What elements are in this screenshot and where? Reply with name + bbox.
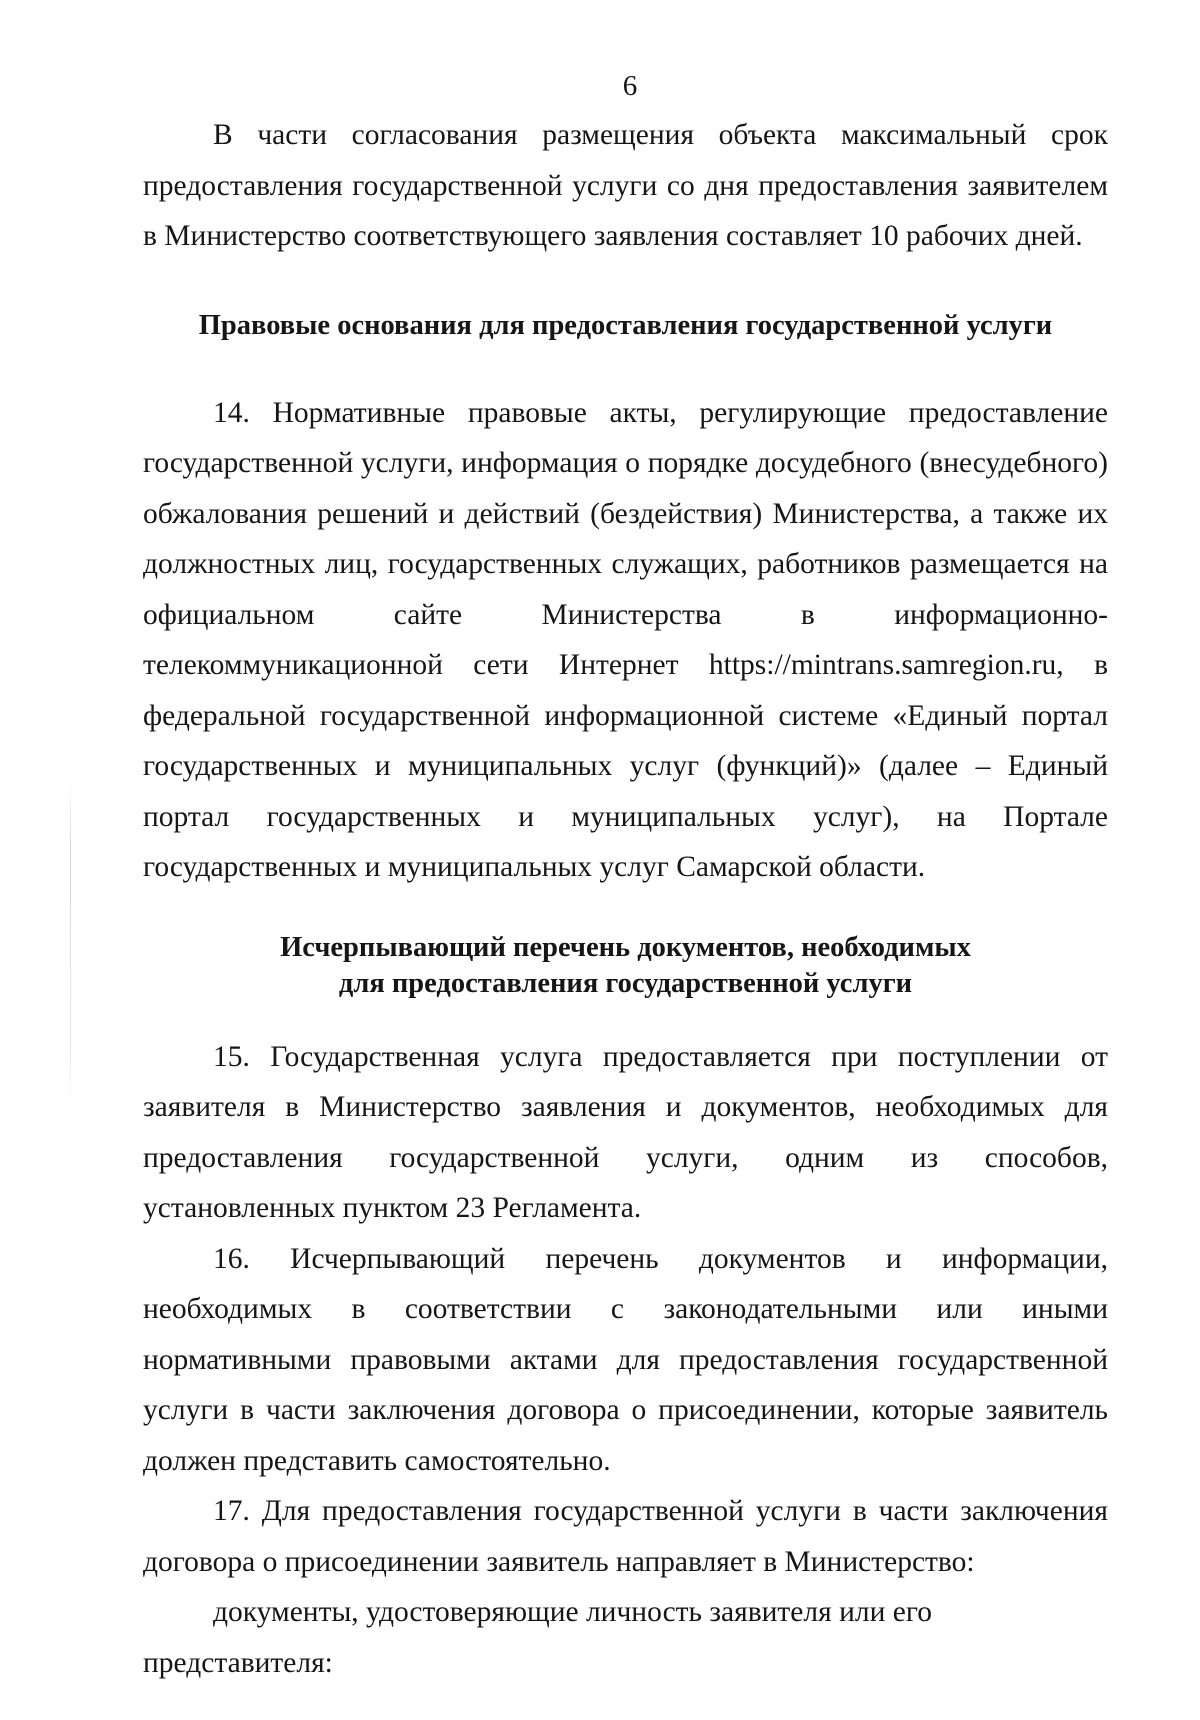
paragraph-15: 15. Государственная услуга предоставляется при поступлении от заявителя в Министерство заявления и документов, необходимых для предоставления государственной услуги, одним из способов, установленных пунктом 23 Регламента. xyxy=(143,1040,1108,1224)
paragraph-deadline: В части согласования размещения объекта максимальный срок предоставления государственной услуги со дня предоставления заявителем в Министерство соответствующего заявления составляет 10 рабочих дней. xyxy=(143,119,1108,252)
document-body xyxy=(143,110,1108,1688)
section-heading-documents-line1: Исчерпывающий перечень документов, необходимых xyxy=(280,931,971,963)
paragraph-17: 17. Для предоставления государственной услуги в части заключения договора о присоединении заявитель направляет в Министерство: xyxy=(143,1495,1108,1578)
paragraph-17-item: документы, удостоверяющие личность заявителя или его представителя: xyxy=(143,1596,932,1679)
page-number: 6 xyxy=(622,70,638,102)
section-heading-documents-line2: для предоставления государственной услуги xyxy=(338,967,913,999)
scan-margin-artifact xyxy=(70,780,71,1110)
section-heading-legal-basis: Правовые основания для предоставления государственной услуги xyxy=(198,309,1053,341)
paragraph-14: 14. Нормативные правовые акты, регулирующие предоставление государственной услуги, информация о порядке досудебного (внесудебного) обжалования решений и действий (бездействия) Министерства, а также их должностных лиц, государственных служащих, работников размещается на официальном сайте Министерства в информационно-телекоммуникационной сети Интернет https://mintrans.samregion.ru, в федеральной государственной информационной системе «Единый портал государственных и муниципальных услуг (функций)» (далее – Единый портал государственных и муниципальных услуг), на Портале государственных и муниципальных услуг Самарской области. xyxy=(143,396,1108,883)
section-heading-documents xyxy=(143,930,1108,1002)
paragraph-16: 16. Исчерпывающий перечень документов и информации, необходимых в соответствии с законодательными или иными нормативными правовыми актами для предоставления государственной услуги в части заключения договора о присоединении, которые заявитель должен представить самостоятельно. xyxy=(143,1242,1108,1477)
